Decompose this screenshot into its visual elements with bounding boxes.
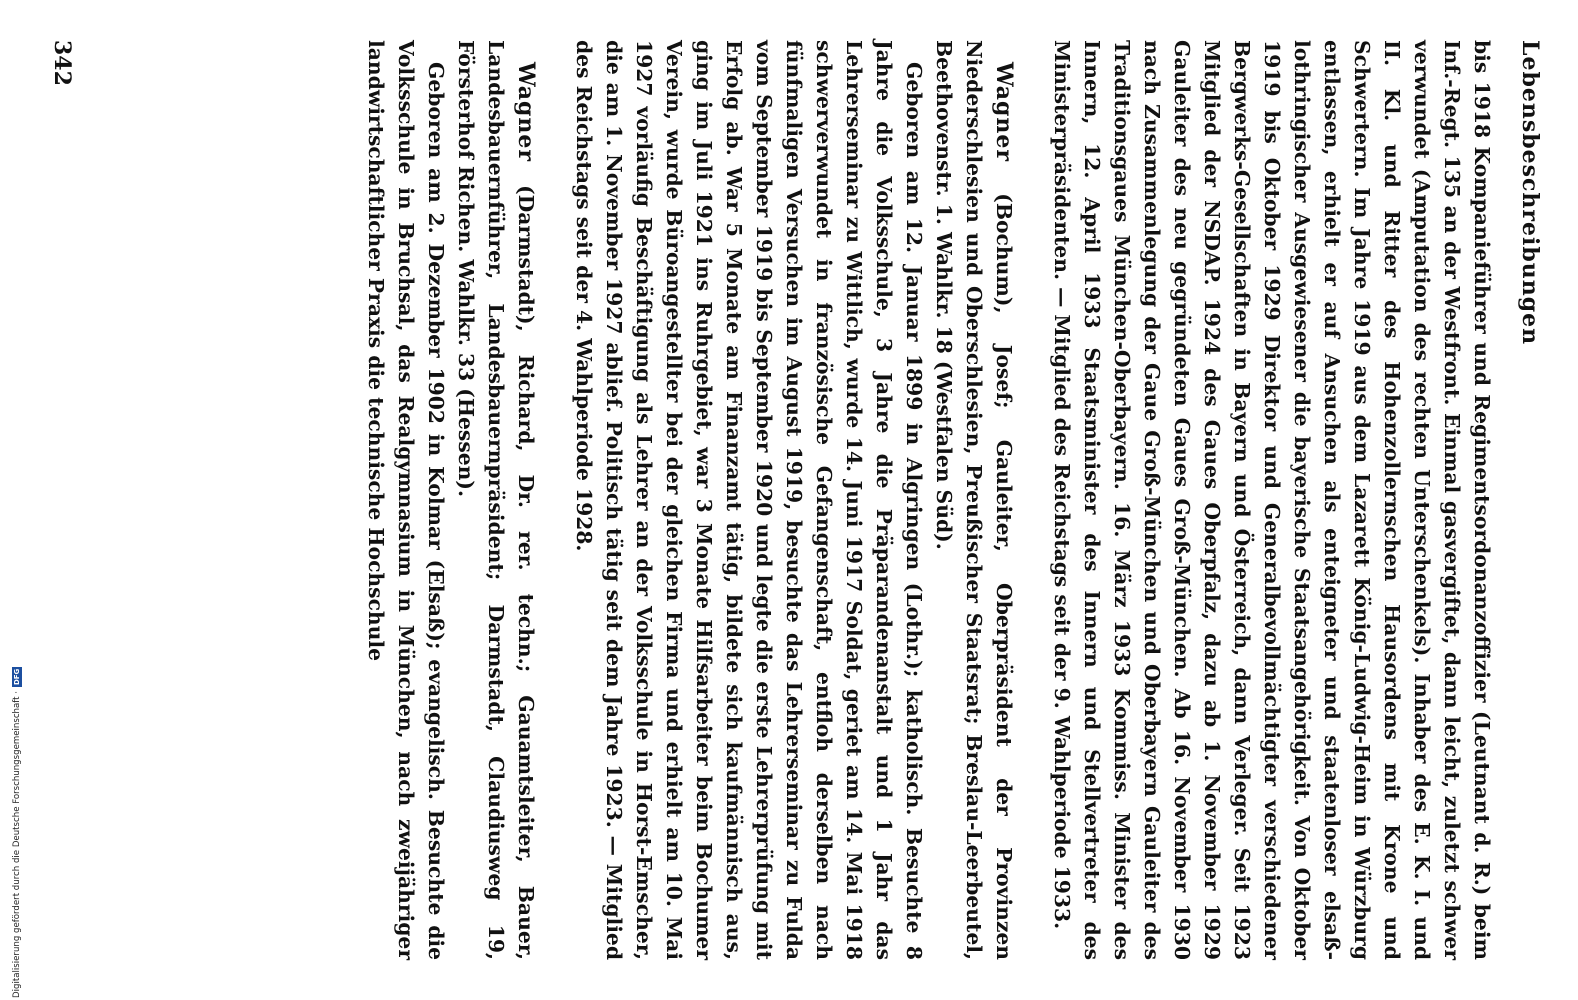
entry-body: Geboren am 2. Dezember 1902 in Kolmar (Elsaß); evangelisch. Besuchte die Volksschule in Bruchsal, das Realgymnasium in München, nach zweijähriger landwirtschaftlicher Praxis die technische Hochschule — [364, 40, 448, 960]
entry-name: Wagner — [991, 62, 1017, 163]
entry-intro: (Darmstadt), Richard, Dr. rer. techn.; Gauamtsleiter, Bauer, Landesbauernführer, Landesbauernpräsident; Darmstadt, Claudiusweg 19, Försterhof Richen. Wahlkr. 33 (Hessen). — [454, 40, 538, 960]
entry-heading — [929, 40, 1019, 960]
page-header: Lebensbeschreibungen — [1517, 40, 1543, 346]
entry-intro: (Bochum), Josef; Gauleiter, Oberpräsident der Provinzen Niederschlesien und Oberschlesien, Preußischer Staatsrat; Breslau-Leerbeutel, Beethovenstr. 1. Wahlkr. 18 (Westfalen Süd). — [932, 40, 1016, 960]
entry-name: Wagner — [513, 62, 539, 163]
credit-text: Digitalisierung gefördert durch die Deutsche Forschungsgemeinschaft · — [12, 691, 22, 998]
continuation-paragraph: bis 1918 Kompanieführer und Regimentsordonanzoffizier (Leutnant d. R.) beim Inf.-Regt. 135 an der Westfront. Einmal gasvergiftet, dann leicht, zuletzt schwer verwundet (Amputation des rechten Unterschenkels). Inhaber des E. K. I. und II. Kl. und Ritter des Hohenzollernschen Hausordens mit Krone und Schwertern. Im Jahre 1919 aus dem Lazarett König-Ludwig-Heim in Würzburg entlassen, erhielt er auf Ansuchen als enteigneter und staatenloser elsaß-lothringischer Ausgewiesener die bayerische Staatsangehörigkeit. Von Oktober 1919 bis Oktober 1929 Direktor und Generalbevollmächtigter verschiedener Bergwerks-Gesellschaften in Bayern und Österreich, dann Verleger. Seit 1923 Mitglied der NSDAP. 1924 des Gaues Oberpfalz, dazu ab 1. November 1929 Gauleiter des neu gegründeten Gaues Groß-München. Ab 16. November 1930 nach Zusammenlegung der Gaue Groß-München und Oberbayern Gauleiter des Traditionsgaues München-Oberbayern. 16. März 1933 Kommiss. Minister des Innern, 12. April 1933 Staatsminister des Innern und Stellvertreter des Ministerpräsidenten. — Mitglied des Reichstags seit der 9. Wahlperiode 1933. — [1050, 40, 1494, 960]
entry-body: Geboren am 12. Januar 1899 in Algringen (Lothr.); katholisch. Besuchte 8 Jahre die Volksschule, 3 Jahre die Präparandenanstalt und 1 Jahr das Lehrerseminar zu Wittlich, wurde 14. Juni 1917 Soldat, geriet am 14. Mai 1918 schwerverwundet in französische Gefangenschaft, entfloh derselben nach fünfmaligen Versuchen im August 1919, besuchte das Lehrerseminar zu Fulda vom September 1919 bis September 1920 und legte die erste Lehrerprüfung mit Erfolg ab. War 5 Monate am Finanzamt tätig, bildete sich kaufmännisch aus, ging im Juli 1921 ins Ruhrgebiet, war 3 Monate Hilfsarbeiter beim Bochumer Verein, wurde Büroangestellter bei der gleichen Firma und erhielt am 10. Mai 1927 vorläufig Beschäftigung als Lehrer an der Volksschule in Horst-Emscher, die am 1. November 1927 ablief. Politisch tätig seit dem Jahre 1923. — Mitglied des Reichstags seit der 4. Wahlperiode 1928. — [572, 40, 926, 960]
biography-entry-wagner-darmstadt — [361, 40, 541, 960]
page-number: 342 — [49, 40, 75, 86]
book-page — [29, 10, 1549, 990]
dfg-logo: DFG — [13, 668, 21, 686]
digitization-credit — [12, 667, 22, 998]
page-content — [361, 40, 1543, 960]
entry-heading — [451, 40, 541, 960]
biography-entry-wagner-bochum — [569, 40, 1019, 960]
